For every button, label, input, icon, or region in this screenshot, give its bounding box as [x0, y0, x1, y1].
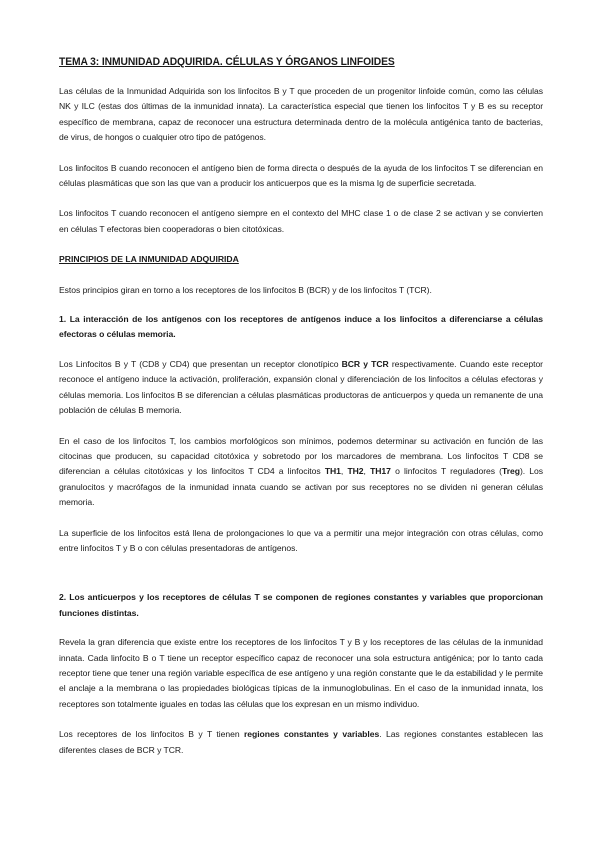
intro-paragraph-2: Los linfocitos B cuando reconocen el antígeno bien de forma directa o después de la ayuda de los linfocitos T se diferencian en células plasmáticas que son las que van a producir los anticuerpos que es la misma Ig de superficie secretada.	[59, 162, 543, 189]
principle-1-paragraph-1: Los Linfocitos B y T (CD8 y CD4) que presentan un receptor clonotípico BCR y TCR respectivamente. Cuando este receptor reconoce el antígeno induce la activación, proliferación, expansión clonal y diferenciación de los linfocitos a células efectoras y células memoria. Los linfocitos B se diferencian a células plasmáticas productoras de anticuerpos y queda un remanente de una población de células B memoria.	[59, 358, 543, 416]
principle-1-title: 1. La interacción de los antígenos con los receptores de antígenos induce a los linfocitos a diferenciarse a células efectoras o células memoria.	[59, 314, 543, 340]
principle-2-paragraph-2: Los receptores de los linfocitos B y T tienen regiones constantes y variables. Las regiones constantes establecen las diferentes clases de BCR y TCR.	[59, 729, 543, 755]
principle-1-paragraph-3: La superficie de los linfocitos está llena de prolongaciones lo que va a permitir una mejor integración con otras células, como entre linfocitos T y B o con células presentadoras de antígenos.	[59, 527, 543, 553]
intro-paragraph-3: Los linfocitos T cuando reconocen el antígeno siempre en el contexto del MHC clase 1 o de clase 2 se activan y se convierten en células T efectoras bien cooperadoras o bien citotóxicas.	[59, 208, 543, 234]
document-title: TEMA 3: INMUNIDAD ADQUIRIDA. CÉLULAS Y ÓRGANOS LINFOIDES	[59, 56, 395, 68]
intro-paragraph-1: Las células de la Inmunidad Adquirida son los linfocitos B y T que proceden de un progenitor linfoide común, como las células NK y ILC (estas dos últimas de la inmunidad innata). La característica especial que tienen los linfocitos T y B es su receptor específico de membrana, capaz de reconocer una estructura determinada dentro de la molécula antigénica tanto de bacterias, de virus, de hongos o cualquier otro tipo de patógenos.	[59, 86, 543, 143]
section-intro: Estos principios giran en torno a los receptores de los linfocitos B (BCR) y de los linfocitos T (TCR).	[59, 284, 432, 295]
section-heading: PRINCIPIOS DE LA INMUNIDAD ADQUIRIDA	[59, 254, 239, 265]
principle-1-paragraph-2: En el caso de los linfocitos T, los cambios morfológicos son mínimos, podemos determinar su activación en función de las citocinas que producen, su capacidad citotóxica y sobretodo por los marcadores de membrana. Los linfocitos T CD8 se diferencian a células citotóxicas y los linfocitos T CD4 a linfocitos TH1, TH2, TH17 o linfocitos T reguladores (Treg). Los granulocitos y macrófagos de la inmunidad innata cuando se activan por sus receptores no se dividen ni generan células memoria.	[59, 435, 543, 508]
principle-2-title: 2. Los anticuerpos y los receptores de células T se componen de regiones constantes y variables que proporcionan funciones distintas.	[59, 592, 543, 618]
principle-2-paragraph-1: Revela la gran diferencia que existe entre los receptores de los linfocitos T y B y los receptores de las células de la inmunidad innata. Cada linfocito B o T tiene un receptor específico capaz de reconocer una sola estructura antigénica; por lo tanto cada receptor tiene que tener una región variable específica de ese antígeno y una región constante que le da estabilidad y le permite el anclaje a la membrana o las propiedades biológicas típicas de la inmunoglobulinas. En el caso de la inmunidad innata, los receptores son totalmente iguales en todas las células que los expresan en un mismo individuo.	[59, 637, 543, 709]
document-page	[59, 56, 543, 758]
